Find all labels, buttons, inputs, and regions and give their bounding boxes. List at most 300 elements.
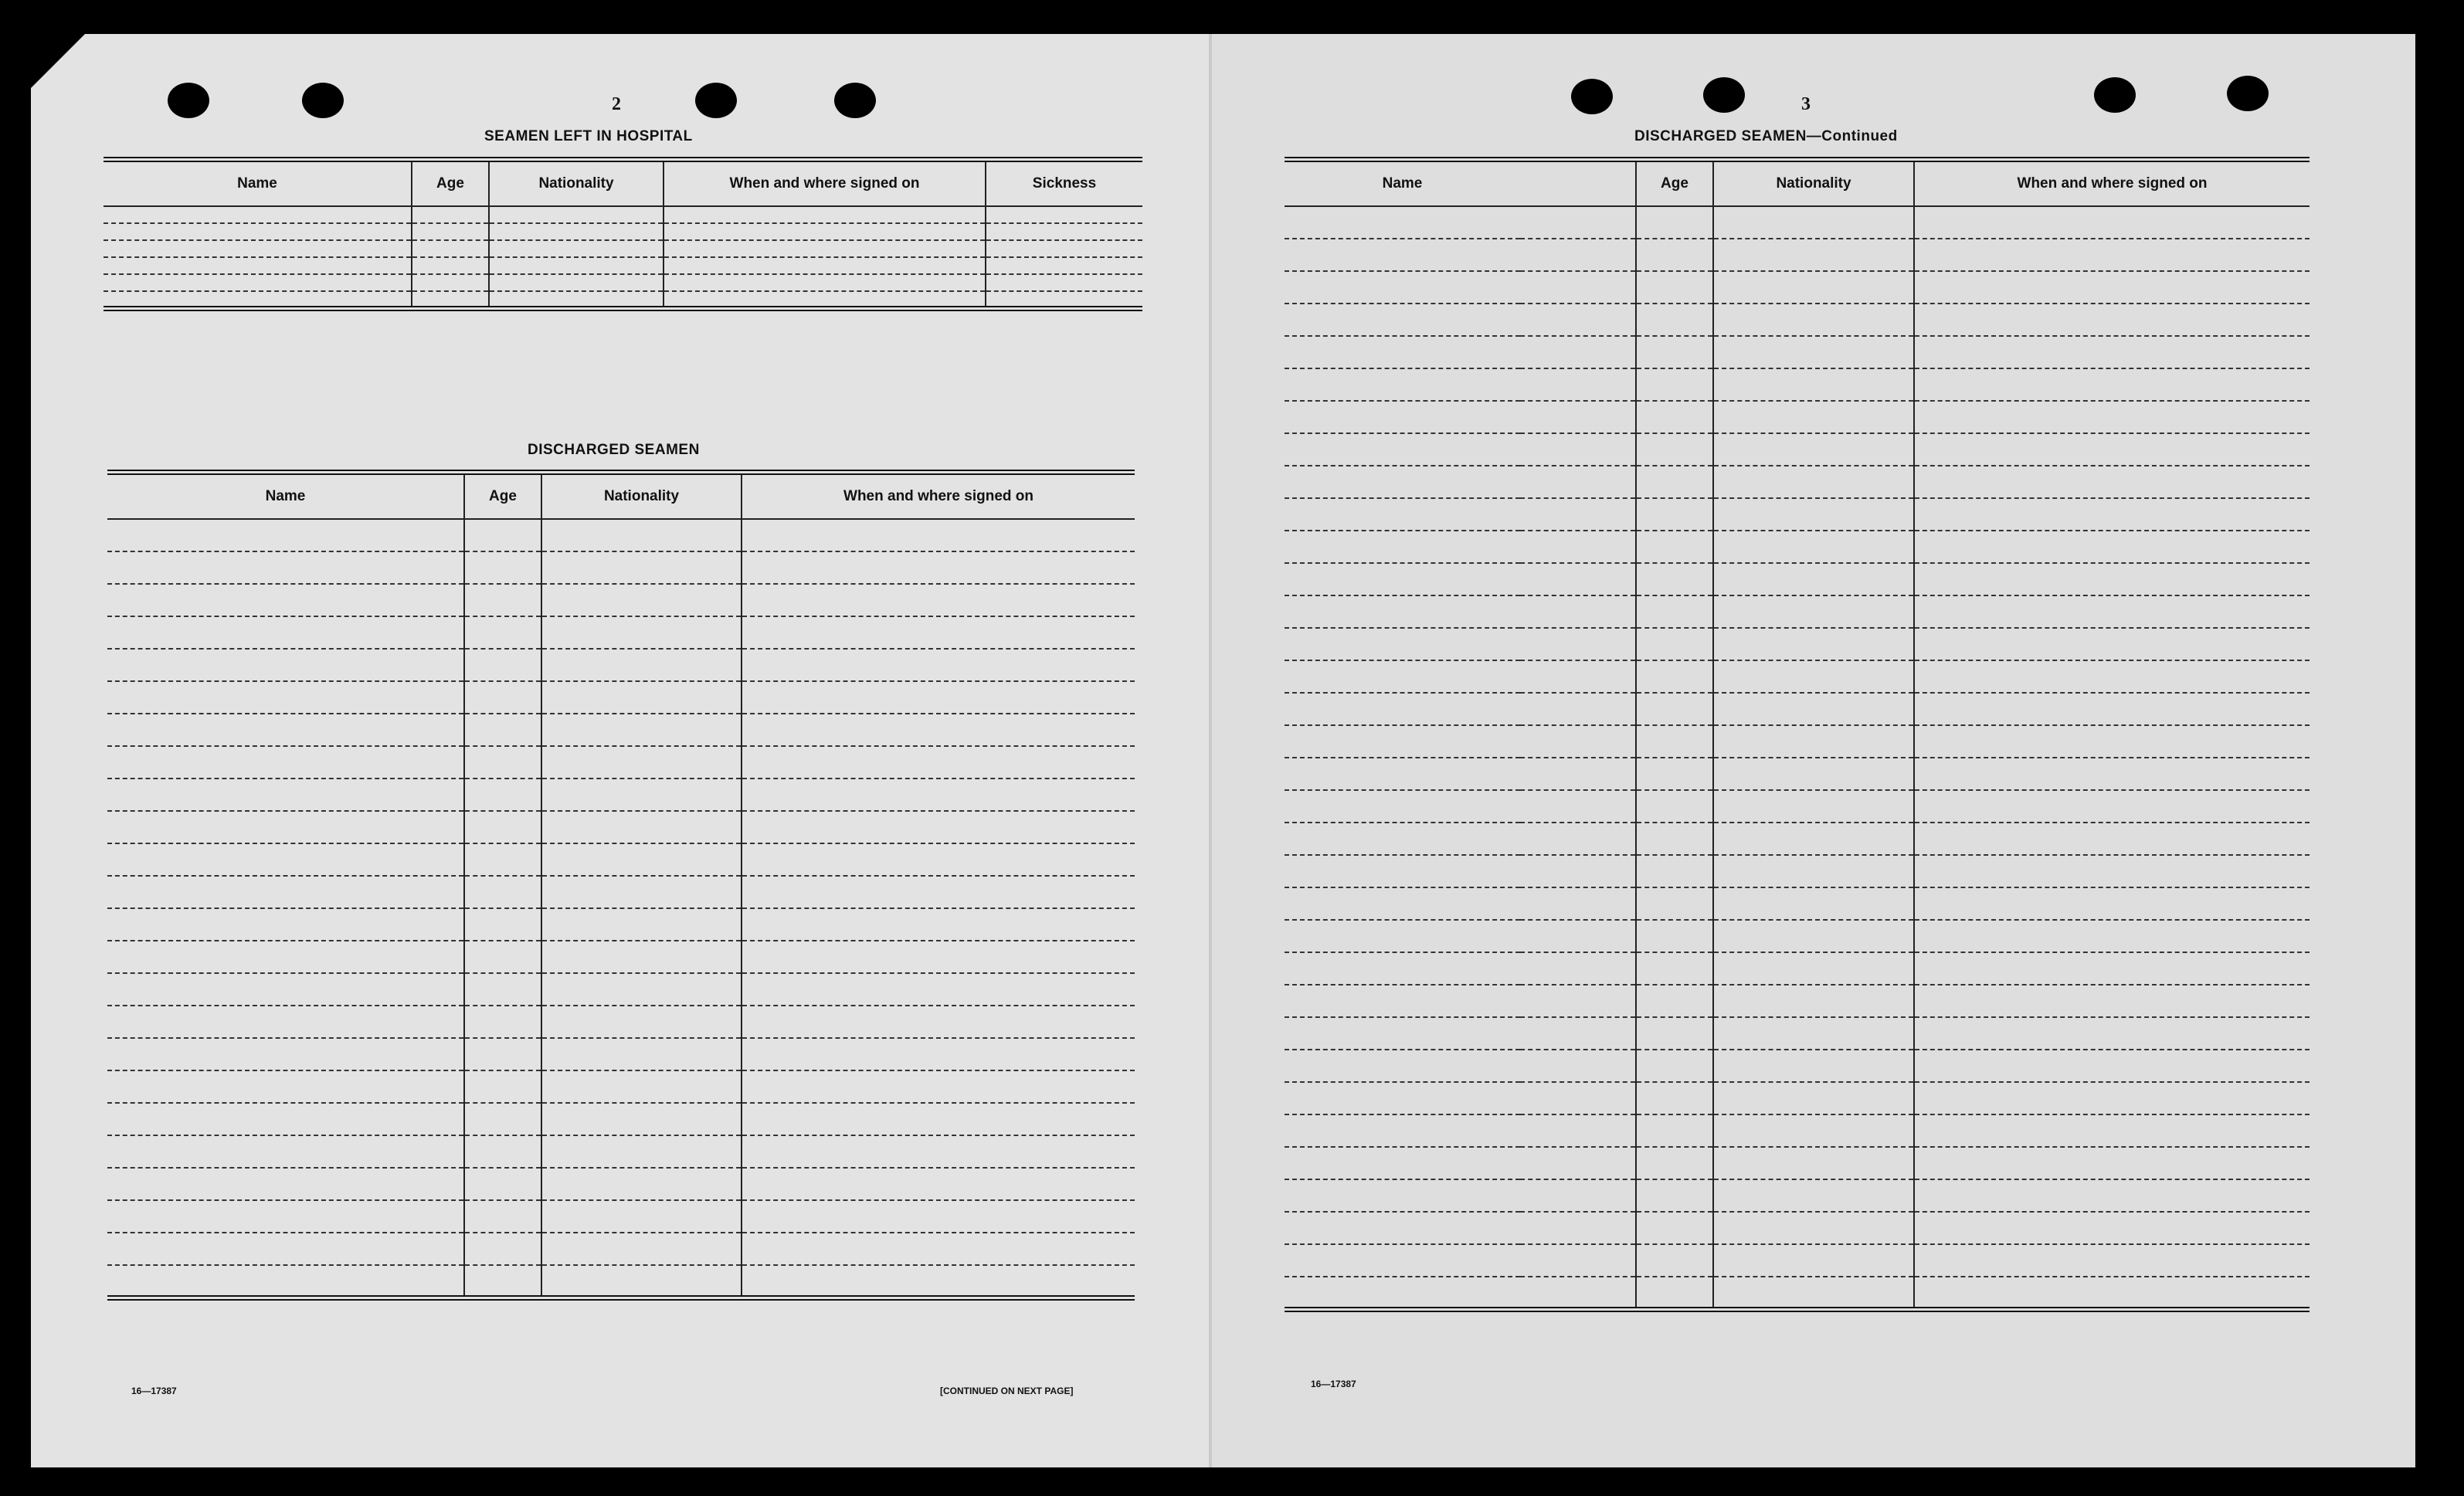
- table-row: [1285, 1082, 2310, 1114]
- table-cell: [464, 1070, 541, 1103]
- table-cell: [1914, 1244, 2310, 1277]
- table-cell: [1914, 660, 2310, 693]
- table-row: [107, 973, 1135, 1006]
- table-cell: [464, 616, 541, 649]
- table-cell: [742, 746, 1135, 779]
- table-cell: [1914, 304, 2310, 336]
- table-row: [1285, 239, 2310, 271]
- table-cell: [541, 519, 742, 551]
- table-cell: [412, 291, 489, 308]
- table-cell: [1713, 1147, 1914, 1179]
- table-cell: [1713, 239, 1914, 271]
- table-cell: [1914, 693, 2310, 725]
- continued-note: [CONTINUED ON NEXT PAGE]: [940, 1386, 1074, 1396]
- punch-hole: [695, 83, 737, 118]
- table-row: [107, 1070, 1135, 1103]
- punch-hole: [834, 83, 876, 118]
- col-header-nationality: Nationality: [541, 473, 742, 520]
- table-cell: [1914, 271, 2310, 304]
- table-row: [1285, 887, 2310, 920]
- table-cell: [489, 206, 664, 223]
- table-cell: [1636, 920, 1713, 952]
- page-number: 3: [1801, 94, 1811, 114]
- table-cell: [107, 714, 464, 746]
- table-cell: [1914, 985, 2310, 1017]
- col-header-age: Age: [464, 473, 541, 520]
- table-cell: [107, 1038, 464, 1070]
- table-row: [1285, 531, 2310, 563]
- table-row: [1285, 466, 2310, 498]
- table-cell: [541, 1103, 742, 1135]
- table-cell: [107, 551, 464, 584]
- table-cell: [489, 291, 664, 308]
- table-cell: [1713, 206, 1914, 239]
- table-cell: [107, 941, 464, 973]
- table-cell: [1713, 433, 1914, 466]
- table-cell: [1713, 1212, 1914, 1244]
- table-cell: [1285, 498, 1636, 531]
- discharged-continued-table: [1285, 157, 2310, 1312]
- table-row: [1285, 563, 2310, 595]
- table-cell: [412, 274, 489, 291]
- table-cell: [541, 1265, 742, 1298]
- table-cell: [1713, 368, 1914, 401]
- table-cell: [1636, 758, 1713, 790]
- table-cell: [742, 1265, 1135, 1298]
- table-row: [107, 843, 1135, 876]
- table-cell: [742, 811, 1135, 843]
- col-header-sickness: Sickness: [986, 160, 1142, 207]
- table-row: [107, 941, 1135, 973]
- table-cell: [742, 714, 1135, 746]
- table-cell: [104, 274, 412, 291]
- table-cell: [541, 1135, 742, 1168]
- table-cell: [1914, 628, 2310, 660]
- table-cell: [1914, 401, 2310, 433]
- table-cell: [1914, 531, 2310, 563]
- table-cell: [1636, 660, 1713, 693]
- table-cell: [1713, 1277, 1914, 1309]
- table-cell: [1636, 595, 1713, 628]
- table-row: [1285, 401, 2310, 433]
- discharged-section-title: DISCHARGED SEAMEN: [528, 442, 700, 458]
- table-cell: [1713, 823, 1914, 855]
- table-cell: [664, 291, 986, 308]
- col-header-age: Age: [1636, 160, 1713, 207]
- page-number: 2: [612, 94, 621, 114]
- table-cell: [464, 1135, 541, 1168]
- table-cell: [1636, 790, 1713, 823]
- table-row: [107, 1135, 1135, 1168]
- table-cell: [1636, 725, 1713, 758]
- table-row: [1285, 758, 2310, 790]
- table-cell: [1285, 433, 1636, 466]
- table-row: [1285, 304, 2310, 336]
- table-cell: [986, 291, 1142, 308]
- table-cell: [986, 223, 1142, 240]
- table-cell: [1285, 660, 1636, 693]
- table-cell: [541, 843, 742, 876]
- table-header-row: [107, 473, 1135, 520]
- col-header-signed-on: When and where signed on: [742, 473, 1135, 520]
- table-row: [107, 584, 1135, 616]
- table-cell: [742, 843, 1135, 876]
- table-cell: [1285, 1147, 1636, 1179]
- table-cell: [1285, 1017, 1636, 1050]
- table-cell: [1636, 887, 1713, 920]
- table-row: [1285, 595, 2310, 628]
- table-cell: [107, 973, 464, 1006]
- table-cell: [1636, 206, 1713, 239]
- table-cell: [107, 681, 464, 714]
- table-cell: [464, 746, 541, 779]
- table-cell: [489, 274, 664, 291]
- table-cell: [1285, 563, 1636, 595]
- table-cell: [1914, 239, 2310, 271]
- table-cell: [541, 1038, 742, 1070]
- table-cell: [1636, 1147, 1713, 1179]
- table-cell: [107, 811, 464, 843]
- col-header-name: Name: [1285, 160, 1520, 207]
- table-cell: [1636, 1179, 1713, 1212]
- table-cell: [1914, 1147, 2310, 1179]
- table-cell: [1636, 433, 1713, 466]
- table-row: [1285, 823, 2310, 855]
- table-cell: [1914, 855, 2310, 887]
- table-row: [1285, 693, 2310, 725]
- table-row: [1285, 498, 2310, 531]
- table-cell: [541, 811, 742, 843]
- table-row: [1285, 660, 2310, 693]
- table-cell: [1285, 920, 1636, 952]
- table-cell: [1914, 336, 2310, 368]
- table-cell: [541, 941, 742, 973]
- table-cell: [1713, 271, 1914, 304]
- table-cell: [541, 779, 742, 811]
- folded-corner: [31, 34, 85, 88]
- table-cell: [1636, 1050, 1713, 1082]
- table-cell: [464, 779, 541, 811]
- col-header-age: Age: [412, 160, 489, 207]
- punch-hole: [2094, 77, 2136, 113]
- table-cell: [107, 649, 464, 681]
- table-cell: [1914, 725, 2310, 758]
- table-row: [1285, 1147, 2310, 1179]
- table-cell: [1285, 628, 1636, 660]
- table-cell: [412, 223, 489, 240]
- table-cell: [107, 779, 464, 811]
- col-header-name: Name: [104, 160, 412, 207]
- table-cell: [1713, 660, 1914, 693]
- table-cell: [412, 206, 489, 223]
- table-cell: [412, 240, 489, 257]
- table-row: [1285, 1050, 2310, 1082]
- table-cell: [1713, 758, 1914, 790]
- table-cell: [1914, 758, 2310, 790]
- table-cell: [986, 274, 1142, 291]
- table-cell: [1914, 433, 2310, 466]
- table-header-row: [104, 160, 1142, 207]
- table-cell: [1914, 466, 2310, 498]
- table-cell: [1914, 1114, 2310, 1147]
- table-cell: [664, 206, 986, 223]
- table-cell: [1713, 887, 1914, 920]
- table-cell: [742, 681, 1135, 714]
- table-cell: [107, 1233, 464, 1265]
- table-cell: [464, 584, 541, 616]
- table-row: [1285, 725, 2310, 758]
- table-cell: [986, 240, 1142, 257]
- table-cell: [1636, 855, 1713, 887]
- table-cell: [1713, 855, 1914, 887]
- table-cell: [1914, 952, 2310, 985]
- table-row: [1285, 628, 2310, 660]
- table-cell: [742, 1200, 1135, 1233]
- table-row: [107, 1265, 1135, 1298]
- table-cell: [1914, 887, 2310, 920]
- table-cell: [104, 240, 412, 257]
- col-header-signed-on: When and where signed on: [1914, 160, 2310, 207]
- hospital-section-title: SEAMEN LEFT IN HOSPITAL: [484, 128, 693, 144]
- table-row: [1285, 1277, 2310, 1309]
- table-cell: [489, 257, 664, 274]
- table-cell: [1914, 498, 2310, 531]
- table-cell: [1636, 1082, 1713, 1114]
- table-cell: [541, 681, 742, 714]
- table-cell: [742, 616, 1135, 649]
- table-cell: [104, 257, 412, 274]
- table-cell: [1713, 1244, 1914, 1277]
- table-cell: [464, 876, 541, 908]
- table-row: [104, 206, 1142, 223]
- table-cell: [541, 1168, 742, 1200]
- table-cell: [1285, 855, 1636, 887]
- table-cell: [1285, 466, 1636, 498]
- table-cell: [1285, 1179, 1636, 1212]
- table-header-row: [1285, 160, 2310, 207]
- table-cell: [1285, 952, 1636, 985]
- table-cell: [1713, 1082, 1914, 1114]
- col-header-nationality: Nationality: [489, 160, 664, 207]
- table-cell: [1914, 1050, 2310, 1082]
- table-cell: [1713, 952, 1914, 985]
- table-cell: [1285, 401, 1636, 433]
- table-cell: [1636, 1212, 1713, 1244]
- table-cell: [742, 1038, 1135, 1070]
- table-cell: [464, 649, 541, 681]
- table-cell: [464, 843, 541, 876]
- table-cell: [107, 1200, 464, 1233]
- table-cell: [742, 1006, 1135, 1038]
- table-cell: [1914, 1082, 2310, 1114]
- table-cell: [742, 1135, 1135, 1168]
- table-row: [1285, 206, 2310, 239]
- table-cell: [1285, 1244, 1636, 1277]
- table-cell: [541, 746, 742, 779]
- table-cell: [1285, 336, 1636, 368]
- col-header-blank: [1520, 160, 1636, 207]
- form-number: 16—17387: [131, 1386, 177, 1396]
- table-cell: [1636, 1017, 1713, 1050]
- table-row: [107, 519, 1135, 551]
- table-cell: [464, 1233, 541, 1265]
- table-cell: [1285, 531, 1636, 563]
- table-row: [1285, 1212, 2310, 1244]
- table-row: [107, 746, 1135, 779]
- table-cell: [1713, 531, 1914, 563]
- table-row: [107, 908, 1135, 941]
- table-cell: [1636, 985, 1713, 1017]
- table-cell: [107, 1168, 464, 1200]
- table-cell: [541, 584, 742, 616]
- table-cell: [1914, 563, 2310, 595]
- table-cell: [541, 649, 742, 681]
- table-cell: [1285, 985, 1636, 1017]
- punch-hole: [2227, 76, 2269, 111]
- table-cell: [1636, 466, 1713, 498]
- table-cell: [541, 973, 742, 1006]
- table-cell: [1713, 725, 1914, 758]
- table-row: [1285, 985, 2310, 1017]
- table-cell: [107, 1006, 464, 1038]
- table-cell: [986, 257, 1142, 274]
- table-cell: [1285, 1277, 1636, 1309]
- table-row: [107, 616, 1135, 649]
- table-cell: [107, 616, 464, 649]
- table-cell: [1713, 336, 1914, 368]
- table-row: [107, 1168, 1135, 1200]
- table-cell: [742, 779, 1135, 811]
- table-cell: [464, 1168, 541, 1200]
- table-row: [107, 1038, 1135, 1070]
- punch-hole: [168, 83, 209, 118]
- table-cell: [1914, 823, 2310, 855]
- table-row: [1285, 271, 2310, 304]
- discharged-table: [107, 470, 1135, 1301]
- table-cell: [742, 908, 1135, 941]
- table-cell: [1713, 563, 1914, 595]
- table-cell: [1914, 920, 2310, 952]
- table-cell: [1636, 1277, 1713, 1309]
- table-cell: [1636, 1244, 1713, 1277]
- table-cell: [742, 551, 1135, 584]
- punch-hole: [302, 83, 344, 118]
- table-cell: [664, 240, 986, 257]
- table-cell: [464, 519, 541, 551]
- col-header-nationality: Nationality: [1713, 160, 1914, 207]
- table-cell: [104, 223, 412, 240]
- table-cell: [107, 1265, 464, 1298]
- table-cell: [1636, 531, 1713, 563]
- table-cell: [1914, 1277, 2310, 1309]
- form-number: 16—17387: [1311, 1379, 1356, 1389]
- table-cell: [107, 908, 464, 941]
- table-cell: [1285, 693, 1636, 725]
- table-cell: [464, 973, 541, 1006]
- table-row: [107, 779, 1135, 811]
- col-header-signed-on: When and where signed on: [664, 160, 986, 207]
- table-row: [107, 1200, 1135, 1233]
- table-row: [1285, 336, 2310, 368]
- table-row: [107, 649, 1135, 681]
- table-cell: [541, 908, 742, 941]
- table-cell: [1914, 206, 2310, 239]
- table-cell: [1713, 1114, 1914, 1147]
- punch-hole: [1571, 79, 1613, 114]
- table-cell: [1285, 1212, 1636, 1244]
- table-cell: [742, 876, 1135, 908]
- table-row: [1285, 920, 2310, 952]
- table-cell: [1914, 1212, 2310, 1244]
- table-cell: [464, 908, 541, 941]
- table-cell: [464, 681, 541, 714]
- table-cell: [1285, 239, 1636, 271]
- table-cell: [464, 941, 541, 973]
- table-cell: [464, 714, 541, 746]
- table-cell: [742, 1168, 1135, 1200]
- table-cell: [464, 1006, 541, 1038]
- table-cell: [1285, 790, 1636, 823]
- table-row: [1285, 433, 2310, 466]
- table-cell: [664, 274, 986, 291]
- table-cell: [742, 1233, 1135, 1265]
- table-cell: [1914, 595, 2310, 628]
- table-cell: [1285, 725, 1636, 758]
- table-cell: [541, 551, 742, 584]
- table-cell: [1636, 952, 1713, 985]
- table-cell: [1914, 368, 2310, 401]
- table-cell: [1914, 790, 2310, 823]
- table-row: [107, 876, 1135, 908]
- table-cell: [107, 584, 464, 616]
- table-cell: [489, 223, 664, 240]
- table-cell: [1713, 466, 1914, 498]
- table-cell: [412, 257, 489, 274]
- table-row: [1285, 1017, 2310, 1050]
- table-cell: [464, 551, 541, 584]
- table-row: [104, 291, 1142, 308]
- table-cell: [1713, 920, 1914, 952]
- table-cell: [464, 1200, 541, 1233]
- table-cell: [107, 876, 464, 908]
- table-row: [107, 1006, 1135, 1038]
- table-row: [1285, 855, 2310, 887]
- table-row: [104, 274, 1142, 291]
- discharged-continued-title: DISCHARGED SEAMEN—Continued: [1634, 128, 1898, 144]
- table-cell: [742, 1103, 1135, 1135]
- table-cell: [1285, 1050, 1636, 1082]
- table-row: [104, 257, 1142, 274]
- table-row: [1285, 1244, 2310, 1277]
- table-cell: [986, 206, 1142, 223]
- table-row: [104, 223, 1142, 240]
- table-cell: [742, 941, 1135, 973]
- table-cell: [104, 206, 412, 223]
- table-cell: [1713, 498, 1914, 531]
- table-cell: [464, 811, 541, 843]
- table-cell: [742, 973, 1135, 1006]
- table-cell: [1636, 336, 1713, 368]
- punch-hole: [1703, 77, 1745, 113]
- table-cell: [1636, 368, 1713, 401]
- table-cell: [1713, 1017, 1914, 1050]
- table-cell: [541, 1200, 742, 1233]
- table-cell: [541, 876, 742, 908]
- table-cell: [1285, 368, 1636, 401]
- table-cell: [1285, 206, 1636, 239]
- table-cell: [541, 714, 742, 746]
- table-cell: [464, 1265, 541, 1298]
